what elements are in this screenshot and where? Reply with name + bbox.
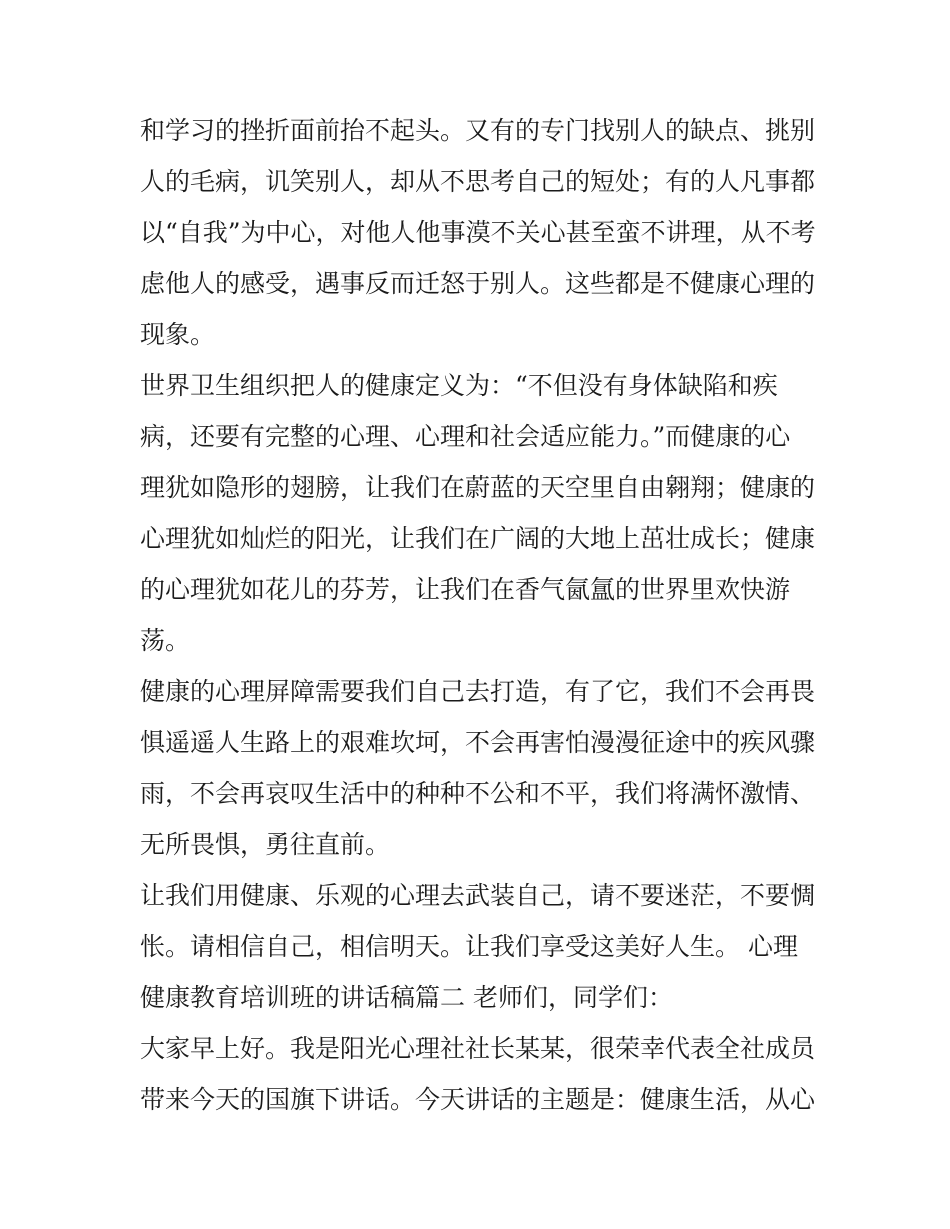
paragraph-line: 荡。 (140, 626, 191, 655)
paragraph-line: 世界卫生组织把人的健康定义为：“不但没有身体缺陷和疾 (140, 371, 778, 400)
paragraph-line: 虑他人的感受，遇事反而迁怒于别人。这些都是不健康心理的 (140, 269, 816, 298)
paragraph-line: 无所畏惧，勇往直前。 (140, 830, 391, 859)
paragraph-line: 人的毛病，讥笑别人，却从不思考自己的短处；有的人凡事都 (140, 167, 816, 196)
paragraph-line: 怅。请相信自己，相信明天。让我们享受这美好人生。 心理 (140, 932, 798, 961)
paragraph-line: 的心理犹如花儿的芬芳，让我们在香气氤氲的世界里欢快游 (140, 575, 791, 604)
paragraph-line: 现象。 (140, 320, 216, 349)
paragraph-line: 和学习的挫折面前抬不起头。又有的专门找别人的缺点、挑别 (140, 116, 816, 145)
document-body (140, 105, 820, 1125)
paragraph-line: 心理犹如灿烂的阳光，让我们在广阔的大地上茁壮成长；健康 (140, 524, 816, 553)
paragraph-line: 让我们用健康、乐观的心理去武装自己，请不要迷茫，不要惆 (140, 881, 816, 910)
paragraph-line: 惧遥遥人生路上的艰难坎坷，不会再害怕漫漫征途中的疾风骤 (140, 728, 816, 757)
paragraph-line: 大家早上好。我是阳光心理社社长某某，很荣幸代表全社成员 (140, 1034, 816, 1063)
paragraph-line: 理犹如隐形的翅膀，让我们在蔚蓝的天空里自由翱翔；健康的 (140, 473, 816, 502)
paragraph-line: 带来今天的国旗下讲话。今天讲话的主题是：健康生活，从心 (140, 1085, 816, 1114)
paragraph-line: 以“自我”为中心，对他人他事漠不关心甚至蛮不讲理，从不考 (140, 218, 816, 247)
paragraph-line: 雨，不会再哀叹生活中的种种不公和不平，我们将满怀激情、 (140, 779, 816, 808)
paragraph-line: 健康的心理屏障需要我们自己去打造，有了它，我们不会再畏 (140, 677, 816, 706)
paragraph-line: 病，还要有完整的心理、心理和社会适应能力。”而健康的心 (140, 422, 791, 451)
paragraph-line: 健康教育培训班的讲话稿篇二 老师们，同学们： (140, 983, 673, 1012)
